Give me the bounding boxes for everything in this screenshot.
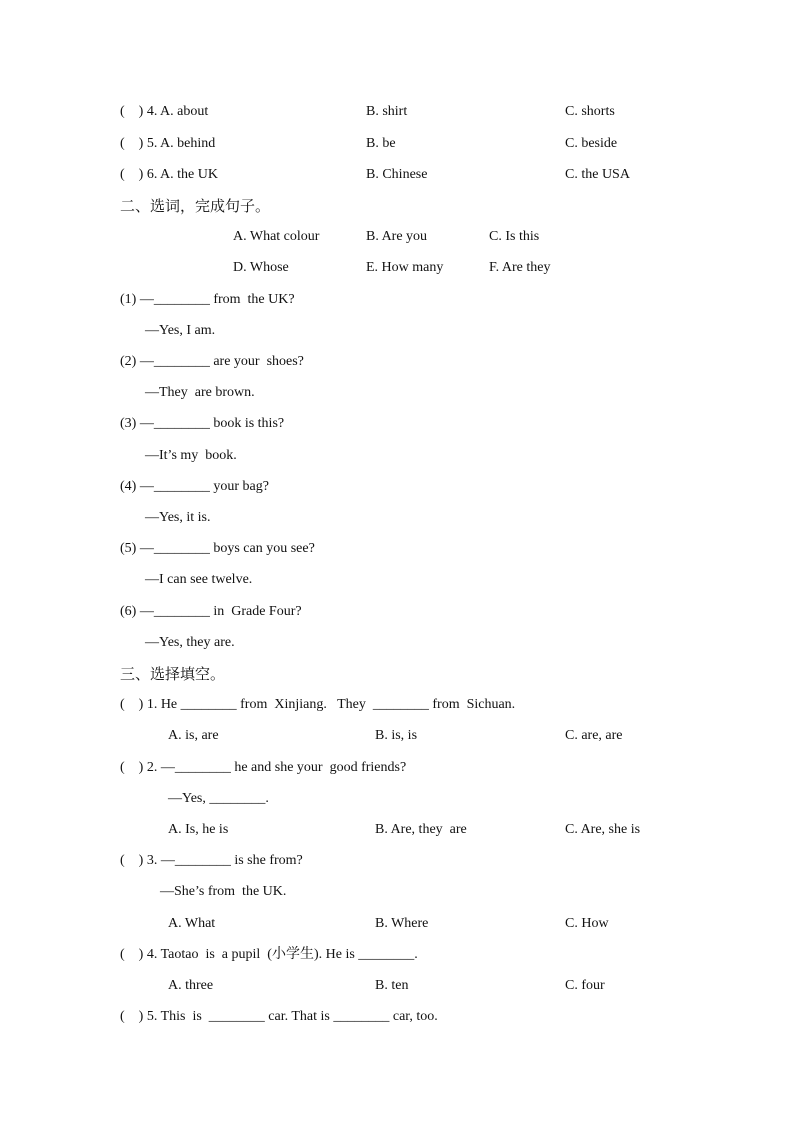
choice-option-c: C. four bbox=[565, 978, 605, 993]
fill-sentence-question: (4) —________ your bag? bbox=[120, 479, 269, 494]
choice-question-1: ( ) 1. He ________ from Xinjiang. They ________ from Sichuan. bbox=[120, 697, 516, 712]
word-option: F. Are they bbox=[489, 260, 551, 275]
fill-sentence-answer: —Yes, I am. bbox=[145, 323, 216, 338]
choice-option-b: B. is, is bbox=[375, 728, 418, 743]
choice-question-2-reply: —Yes, ________. bbox=[168, 791, 269, 806]
choice-question-5: ( ) 5. This is ________ car. That is ________ car, too. bbox=[120, 1009, 438, 1024]
choice-question-3: ( ) 3. —________ is she from? bbox=[120, 853, 303, 868]
choice-option-b: B. ten bbox=[375, 978, 409, 993]
choice-option-b: B. Where bbox=[375, 916, 429, 931]
question-4-option-b: B. shirt bbox=[366, 104, 408, 119]
question-5-stem: ( ) 5. A. behind bbox=[120, 136, 216, 151]
choice-option-b: B. Are, they are bbox=[375, 822, 467, 837]
section-2-heading: 二、选词，完成句子。 bbox=[120, 197, 271, 215]
question-6-option-c: C. the USA bbox=[565, 167, 630, 182]
word-option: C. Is this bbox=[489, 229, 540, 244]
word-option: D. Whose bbox=[233, 260, 289, 275]
section-3-heading: 三、选择填空。 bbox=[120, 665, 226, 683]
question-5-option-b: B. be bbox=[366, 136, 396, 151]
choice-option-c: C. How bbox=[565, 916, 609, 931]
fill-sentence-answer: —Yes, it is. bbox=[145, 510, 211, 525]
fill-sentence-answer: —I can see twelve. bbox=[145, 572, 253, 587]
fill-sentence-question: (3) —________ book is this? bbox=[120, 416, 285, 431]
choice-option-a: A. Is, he is bbox=[168, 822, 229, 837]
fill-sentence-question: (1) —________ from the UK? bbox=[120, 292, 295, 307]
fill-sentence-answer: —They are brown. bbox=[145, 385, 255, 400]
choice-question-3-reply: —She’s from the UK. bbox=[160, 884, 287, 899]
question-6-option-b: B. Chinese bbox=[366, 167, 428, 182]
choice-option-c: C. Are, she is bbox=[565, 822, 641, 837]
question-5-option-c: C. beside bbox=[565, 136, 618, 151]
question-4-stem: ( ) 4. A. about bbox=[120, 104, 209, 119]
fill-sentence-answer: —Yes, they are. bbox=[145, 635, 235, 650]
fill-sentence-question: (2) —________ are your shoes? bbox=[120, 354, 304, 369]
choice-option-a: A. three bbox=[168, 978, 214, 993]
word-option: A. What colour bbox=[233, 229, 320, 244]
choice-option-a: A. is, are bbox=[168, 728, 219, 743]
choice-option-a: A. What bbox=[168, 916, 216, 931]
choice-question-4: ( ) 4. Taotao is a pupil (小学生). He is ________. bbox=[120, 947, 418, 962]
choice-option-c: C. are, are bbox=[565, 728, 623, 743]
question-6-stem: ( ) 6. A. the UK bbox=[120, 167, 218, 182]
fill-sentence-question: (6) —________ in Grade Four? bbox=[120, 604, 302, 619]
fill-sentence-answer: —It’s my book. bbox=[145, 448, 237, 463]
question-4-option-c: C. shorts bbox=[565, 104, 615, 119]
word-option: B. Are you bbox=[366, 229, 428, 244]
word-option: E. How many bbox=[366, 260, 444, 275]
fill-sentence-question: (5) —________ boys can you see? bbox=[120, 541, 315, 556]
choice-question-2: ( ) 2. —________ he and she your good friends? bbox=[120, 760, 407, 775]
